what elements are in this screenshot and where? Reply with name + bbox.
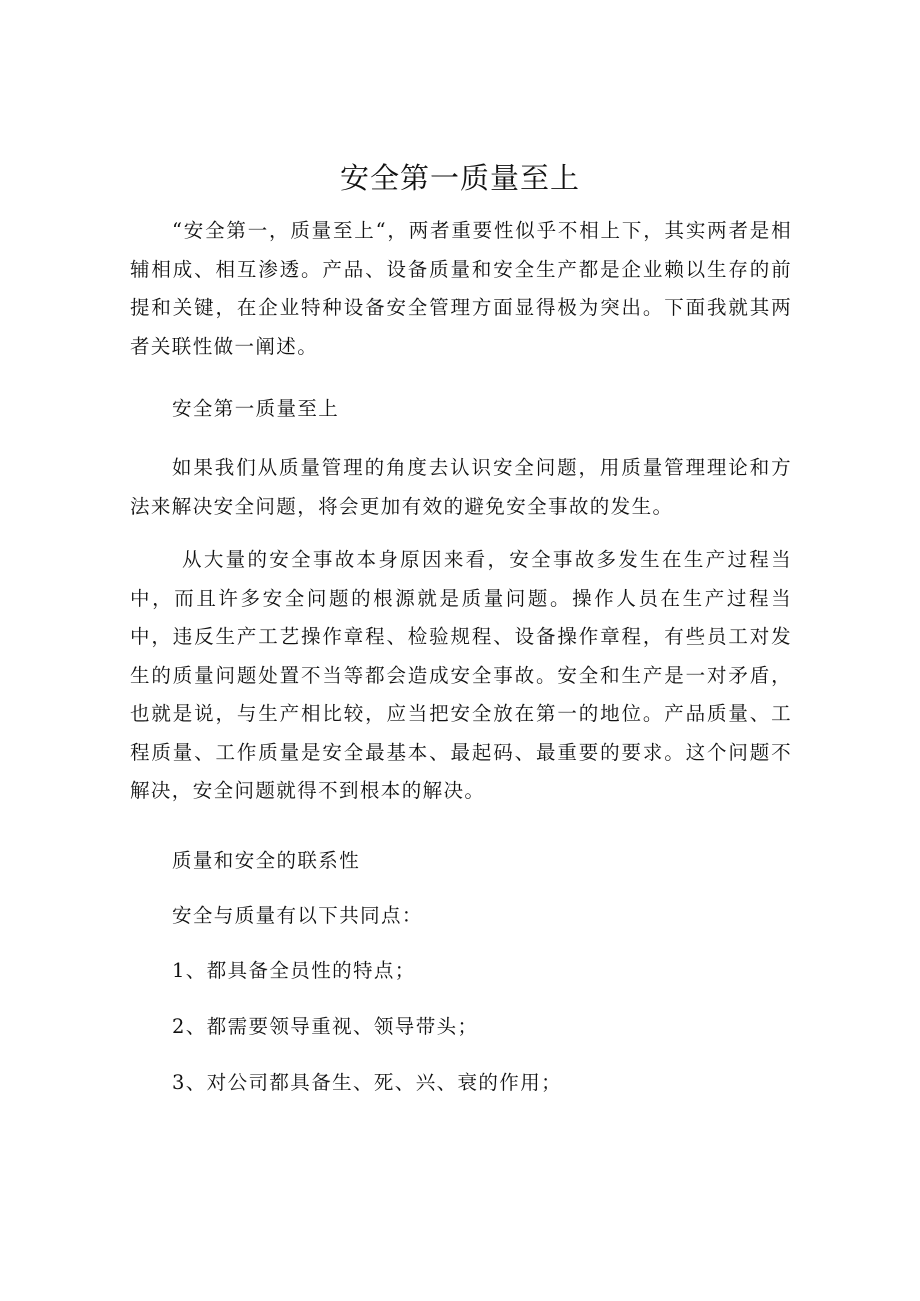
paragraph-quality-management: 如果我们从质量管理的角度去认识安全问题，用质量管理理论和方法来解决安全问题，将会更加有效的避免安全事故的发生。: [130, 456, 792, 518]
section-heading-safety-first: 安全第一质量至上: [172, 397, 340, 420]
list-item-1: 1、都具备全员性的特点；: [172, 959, 416, 982]
list-item-2: 2、都需要领导重视、领导带头；: [172, 1015, 479, 1038]
document-title: 安全第一质量至上: [339, 161, 580, 195]
section-heading-connection: 质量和安全的联系性: [172, 849, 361, 872]
list-item-3: 3、对公司都具备生、死、兴、衰的作用；: [172, 1071, 563, 1094]
list-intro: 安全与质量有以下共同点：: [172, 904, 423, 927]
intro-paragraph: “安全第一，质量至上“，两者重要性似乎不相上下，其实两者是相辅相成、相互渗透。产品、设备质量和安全生产都是企业赖以生存的前提和关键，在企业特种设备安全管理方面显得极为突出。下面我就其两者关联性做一阐述。: [130, 219, 792, 358]
paragraph-accident-causes: 从大量的安全事故本身原因来看，安全事故多发生在生产过程当中，而且许多安全问题的根源就是质量问题。操作人员在生产过程当中，违反生产工艺操作章程、检验规程、设备操作章程，有些员工对发生的质量问题处置不当等都会造成安全事故。安全和生产是一对矛盾，也就是说，与生产相比较，应当把安全放在第一的地位。产品质量、工程质量、工作质量是安全最基本、最起码、最重要的要求。这个问题不解决，安全问题就得不到根本的解决。: [130, 548, 792, 802]
